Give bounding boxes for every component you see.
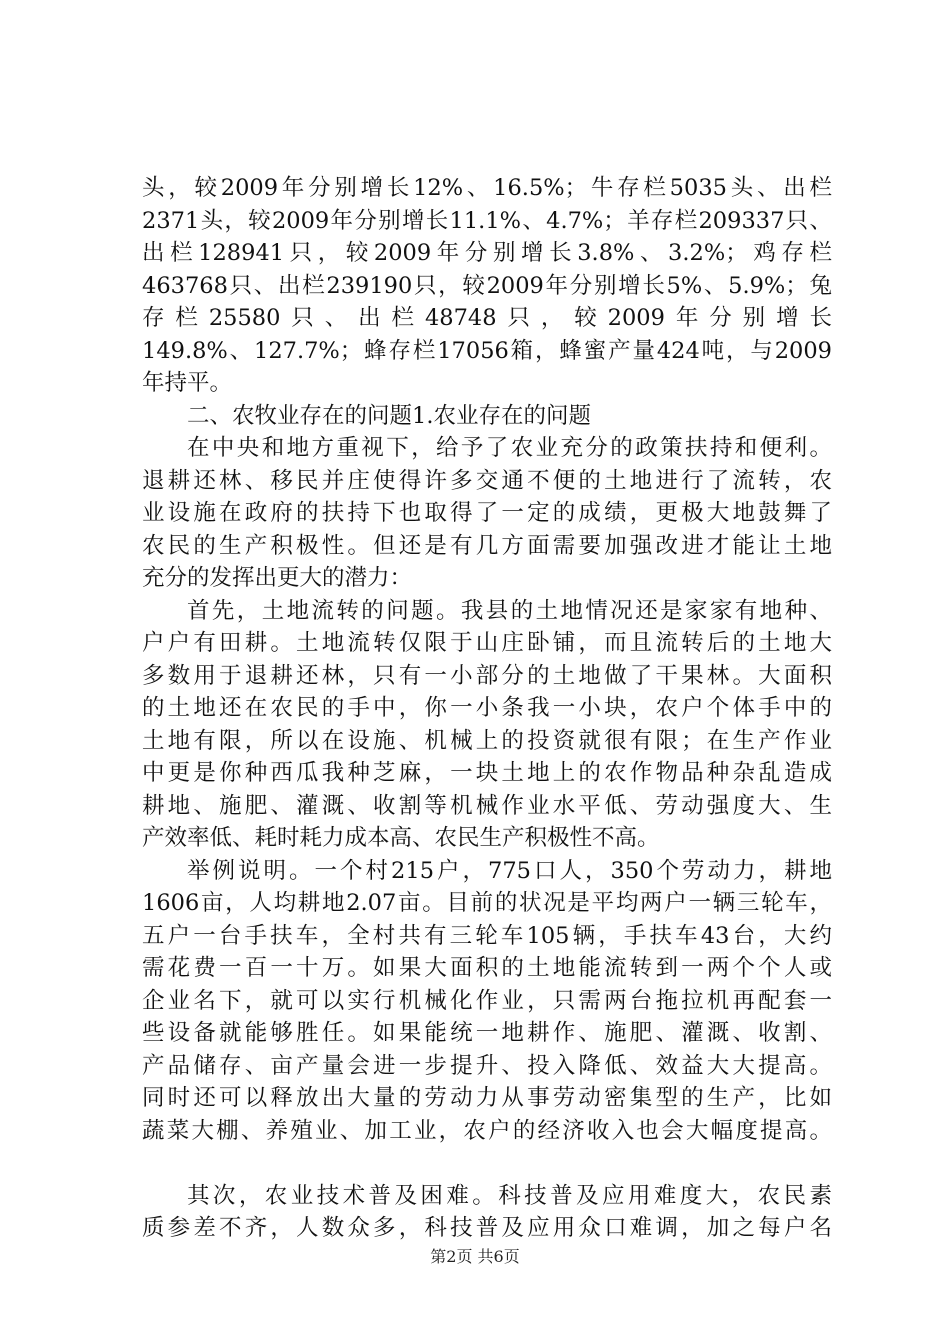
text-line: 头，较2009年分别增长12%、16.5%；牛存栏5035头、出栏 bbox=[142, 175, 832, 201]
text-line: 存栏25580只、出栏48748只，较2009年分别增长 bbox=[142, 305, 832, 331]
text-line: 产效率低、耗时耗力成本高、农民生产积极性不高。 bbox=[142, 825, 660, 851]
text-line: 退耕还林、移民并庄使得许多交通不便的土地进行了流转，农 bbox=[142, 467, 832, 494]
text-line: 企业名下，就可以实行机械化作业，只需两台拖拉机再配套一 bbox=[142, 987, 832, 1014]
text-line: 出栏128941只，较2009年分别增长3.8%、3.2%；鸡存栏 bbox=[142, 240, 832, 266]
text-line: 产品储存、亩产量会进一步提升、投入降低、效益大大提高。 bbox=[142, 1052, 832, 1079]
text-line: 的土地还在农民的手中，你一小条我一小块，农户个体手中的 bbox=[142, 695, 832, 721]
text-line: 土地有限，所以在设施、机械上的投资就很有限；在生产作业 bbox=[142, 727, 832, 754]
text-line: 463768只、出栏239190只，较2009年分别增长5%、5.9%；兔 bbox=[142, 272, 832, 299]
text-line: 质参差不齐，人数众多，科技普及应用众口难调，加之每户名 bbox=[142, 1215, 832, 1241]
text-line: 蔬菜大棚、养殖业、加工业，农户的经济收入也会大幅度提高。 bbox=[142, 1117, 832, 1144]
text-line: 户户有田耕。土地流转仅限于山庄卧铺，而且流转后的土地大 bbox=[142, 630, 832, 656]
text-line: 2371头，较2009年分别增长11.1%、4.7%；羊存栏209337只、 bbox=[142, 207, 832, 234]
text-line: 耕地、施肥、灌溉、收割等机械作业水平低、劳动强度大、生 bbox=[142, 792, 832, 819]
document-body bbox=[142, 172, 832, 1245]
text-line: 二、农牧业存在的问题1.农业存在的问题 bbox=[187, 402, 591, 429]
text-line: 多数用于退耕还林，只有一小部分的土地做了干果林。大面积 bbox=[142, 662, 832, 689]
text-line: 业设施在政府的扶持下也取得了一定的成绩，更极大地鼓舞了 bbox=[142, 500, 832, 526]
text-line: 些设备就能够胜任。如果能统一地耕作、施肥、灌溉、收割、 bbox=[142, 1020, 832, 1046]
page-footer: 第2页 共6页 bbox=[430, 1247, 520, 1266]
text-line: 149.8%、127.7%；蜂存栏17056箱，蜂蜜产量424吨，与2009 bbox=[142, 337, 832, 364]
text-line: 其次，农业技术普及困难。科技普及应用难度大，农民素 bbox=[187, 1182, 832, 1209]
text-line: 充分的发挥出更大的潜力： bbox=[142, 565, 413, 591]
text-line: 需花费一百一十万。如果大面积的土地能流转到一两个个人或 bbox=[142, 955, 832, 981]
text-line: 在中央和地方重视下，给予了农业充分的政策扶持和便利。 bbox=[187, 435, 832, 461]
text-line: 举例说明。一个村215户，775口人，350个劳动力，耕地 bbox=[187, 857, 832, 884]
text-line: 年持平。 bbox=[142, 370, 233, 396]
text-line: 1606亩，人均耕地2.07亩。目前的状况是平均两户一辆三轮车， bbox=[142, 890, 832, 916]
text-line: 同时还可以释放出大量的劳动力从事劳动密集型的生产，比如 bbox=[142, 1085, 832, 1111]
text-line: 首先，土地流转的问题。我县的土地情况还是家家有地种、 bbox=[187, 597, 832, 624]
text-line: 五户一台手扶车，全村共有三轮车105辆，手扶车43台，大约 bbox=[142, 922, 832, 949]
text-line: 农民的生产积极性。但还是有几方面需要加强改进才能让土地 bbox=[142, 532, 832, 559]
text-line: 中更是你种西瓜我种芝麻，一块土地上的农作物品种杂乱造成 bbox=[142, 760, 832, 786]
blank-line bbox=[142, 1147, 832, 1180]
